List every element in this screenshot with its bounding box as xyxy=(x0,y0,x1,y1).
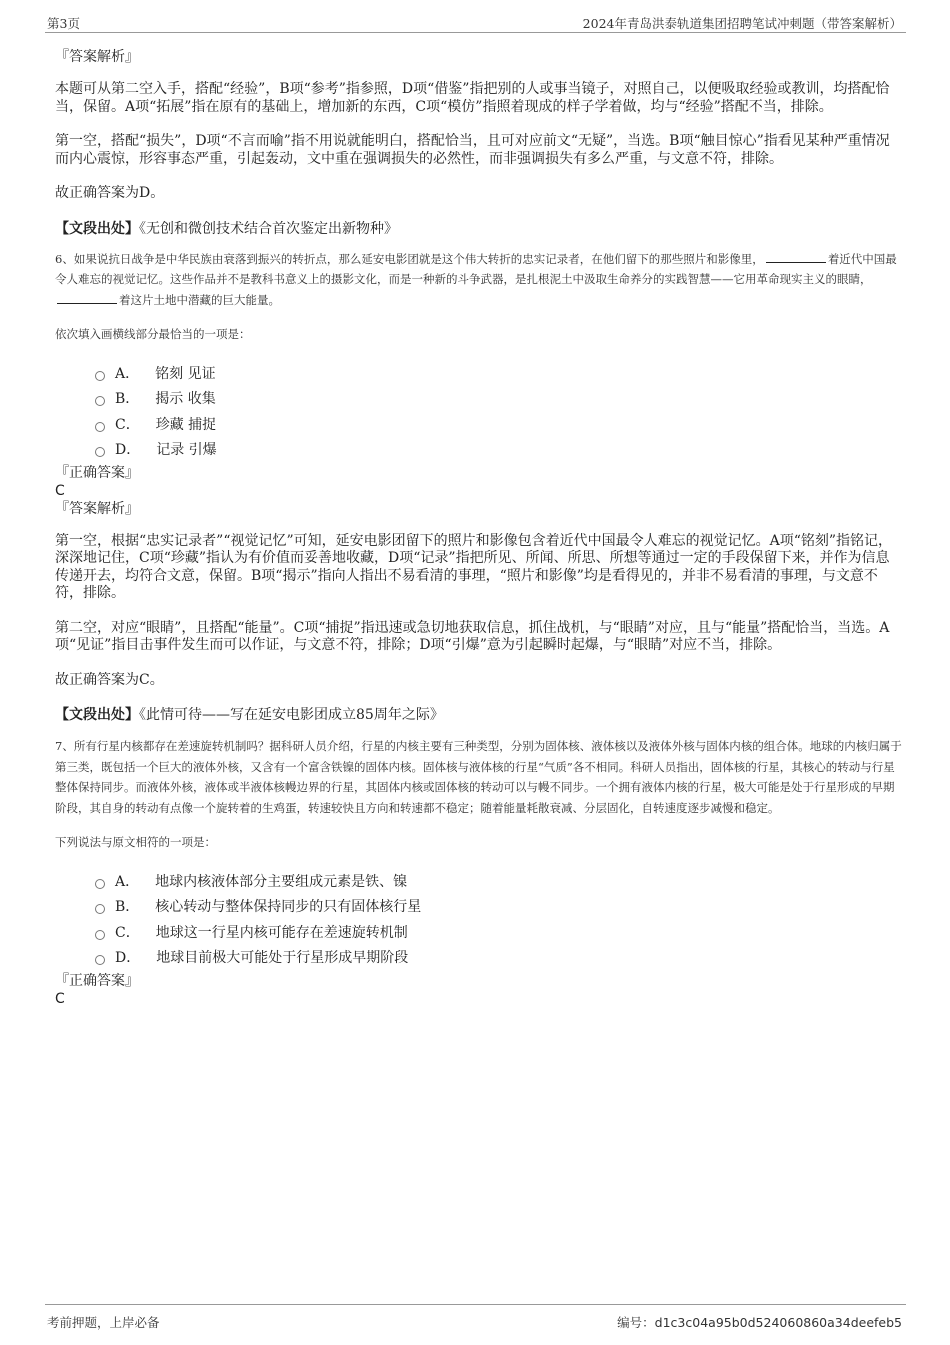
analysis-paragraph: 第一空，根据“忠实记录者”“视觉记忆”可知，延安电影团留下的照片和影像包含着近代中国最令人难忘的视觉记忆。A项“铭刻”指铭记，深深地记住，C项“珍藏”指认为有价值而妥善地收藏，D项“记录”指把所见、所闻、所思、所想等通过一定的手段保留下来，并作为信息传递开去，均符合文意，保留。B项“揭示”指向人指出不易看清的事理，“照片和影像”均是看得见的，并非不易看清的事理，与文意不符，排除。 xyxy=(55,532,893,601)
page-footer xyxy=(45,1304,906,1335)
correct-answer-tag: 『正确答案』 xyxy=(55,464,139,481)
code-value: d1c3c04a95b0d524060860a34deefeb5 xyxy=(654,1315,902,1330)
radio-button[interactable] xyxy=(95,955,105,965)
option-letter: C． xyxy=(115,924,140,941)
option-a[interactable] xyxy=(95,870,903,896)
radio-button[interactable] xyxy=(95,422,105,432)
page-content xyxy=(55,48,903,1008)
option-a[interactable] xyxy=(95,362,903,388)
option-letter: A． xyxy=(115,365,140,382)
option-letter: C． xyxy=(115,416,140,433)
source-line xyxy=(55,220,903,238)
question-6-options xyxy=(55,362,903,464)
source-label: 【文段出处】 xyxy=(55,220,139,237)
page-header xyxy=(45,14,906,33)
fill-blank xyxy=(766,250,826,263)
option-c[interactable] xyxy=(95,921,903,947)
option-text: 揭示 收集 xyxy=(155,391,216,407)
option-text: 地球目前极大可能处于行星形成早期阶段 xyxy=(156,950,409,966)
fill-blank xyxy=(57,291,117,304)
option-letter: B． xyxy=(115,391,140,407)
question-6-stem-part: 着这片土地中潜藏的巨大能量。 xyxy=(119,292,280,307)
option-b[interactable] xyxy=(95,895,903,921)
option-text: 地球内核液体部分主要组成元素是铁、镍 xyxy=(155,873,408,890)
option-letter: A． xyxy=(115,873,140,890)
radio-button[interactable] xyxy=(95,447,105,457)
radio-button[interactable] xyxy=(95,396,105,406)
option-text: 地球这一行星内核可能存在差速旋转机制 xyxy=(155,924,408,941)
analysis-tag: 『答案解析』 xyxy=(55,500,139,517)
option-d[interactable] xyxy=(95,438,903,464)
question-7-options xyxy=(55,870,903,972)
correct-answer: C xyxy=(55,990,65,1007)
analysis-paragraph: 第一空，搭配“损失”，D项“不言而喻”指不用说就能明白，搭配恰当，且可对应前文“无疑”，当选。B项“触目惊心”指看见某种严重情况而内心震惊，形容事态严重，引起轰动，文中重在强调损失的必然性，而非强调损失有多么严重，与文意不符，排除。 xyxy=(55,133,890,167)
option-text: 核心转动与整体保持同步的只有固体核行星 xyxy=(155,899,422,915)
option-letter: B． xyxy=(115,899,140,915)
radio-button[interactable] xyxy=(95,879,105,889)
analysis-paragraph: 本题可从第二空入手，搭配“经验”，B项“参考”指参照，D项“借鉴”指把别的人或事当镜子，对照自己，以便吸取经验或教训，均搭配恰当，保留。A项“拓展”指在原有的基础上，增加新的东西，C项“模仿”指照着现成的样子学着做，均与“经验”搭配不当，排除。 xyxy=(55,81,890,115)
source-text: 《此情可待——写在延安电影团成立85周年之际》 xyxy=(139,707,444,723)
radio-button[interactable] xyxy=(95,371,105,381)
question-6-stem-part: 着近代中国最令人难忘的视觉记忆。这些作品并不是教科书意义上的摄影文化，而是一种新的斗争武器，是扎根泥土中汲取生命养分的实践智慧——它用革命现实主义的眼睛， xyxy=(55,251,897,286)
option-letter: D． xyxy=(115,950,141,966)
option-text: 记录 引爆 xyxy=(156,442,217,458)
code-label: 编号： xyxy=(617,1315,655,1330)
analysis-paragraph: 第二空，对应“眼睛”，且搭配“能量”。C项“捕捉”指迅速或急切地获取信息，抓住战机，与“眼睛”对应，且与“能量”搭配恰当，当选。A项“见证”指目击事件发生而可以作证，与文意不符，排除；D项“引爆”意为引起瞬时起爆，与“眼睛”对应不当，排除。 xyxy=(55,619,890,653)
option-d[interactable] xyxy=(95,946,903,972)
question-6-stem-part: 6、如果说抗日战争是中华民族由衰落到振兴的转折点，那么延安电影团就是这个伟大转折的忠实记录者，在他们留下的那些照片和影像里， xyxy=(55,251,764,266)
option-b[interactable] xyxy=(95,387,903,413)
correct-answer-line: 故正确答案为D。 xyxy=(55,185,165,201)
page-number: 第3页 xyxy=(47,16,80,31)
document-code xyxy=(617,1313,902,1331)
option-text: 珍藏 捕捉 xyxy=(155,416,217,433)
footer-slogan: 考前押题，上岸必备 xyxy=(47,1315,160,1330)
correct-answer-line: 故正确答案为C。 xyxy=(55,671,164,688)
question-7-stem: 7、所有行星内核都存在差速旋转机制吗？据科研人员介绍，行星的内核主要有三种类型，分别为固体核、液体核以及液体外核与固体内核的组合体。地球的内核归属于第三类，既包括一个巨大的液体外核，又含有一个富含铁镍的固体内核。固体核与液体核的行星“气质”各不相同。科研人员指出，固体核的行星，其核心的转动与行星整体保持同步。而液体外核，液体或半液体核幔边界的行星，其固体内核或固体核的转动可以与幔不同步。一个拥有液体内核的行星，极大可能是处于行星形成的早期阶段，其自身的转动有点像一个旋转着的生鸡蛋，转速较快且方向和转速都不稳定；随着能量耗散衰减、分层固化，自转速度逐步减慢和稳定。 xyxy=(55,739,902,815)
question-6-stem xyxy=(55,249,903,311)
radio-button[interactable] xyxy=(95,904,105,914)
option-letter: D． xyxy=(115,442,141,458)
option-text: 铭刻 见证 xyxy=(155,365,216,382)
question-6-prompt: 依次填入画横线部分最恰当的一项是： xyxy=(55,327,251,341)
source-text: 《无创和微创技术结合首次鉴定出新物种》 xyxy=(139,220,398,237)
radio-button[interactable] xyxy=(95,930,105,940)
analysis-tag: 『答案解析』 xyxy=(55,49,139,65)
source-line xyxy=(55,706,903,724)
option-c[interactable] xyxy=(95,413,903,439)
source-label: 【文段出处】 xyxy=(55,707,139,723)
correct-answer: C xyxy=(55,482,65,499)
question-7-prompt: 下列说法与原文相符的一项是： xyxy=(55,835,216,849)
correct-answer-tag: 『正确答案』 xyxy=(55,972,139,989)
document-title: 2024年青岛洪泰轨道集团招聘笔试冲刺题（带答案解析） xyxy=(582,16,902,31)
